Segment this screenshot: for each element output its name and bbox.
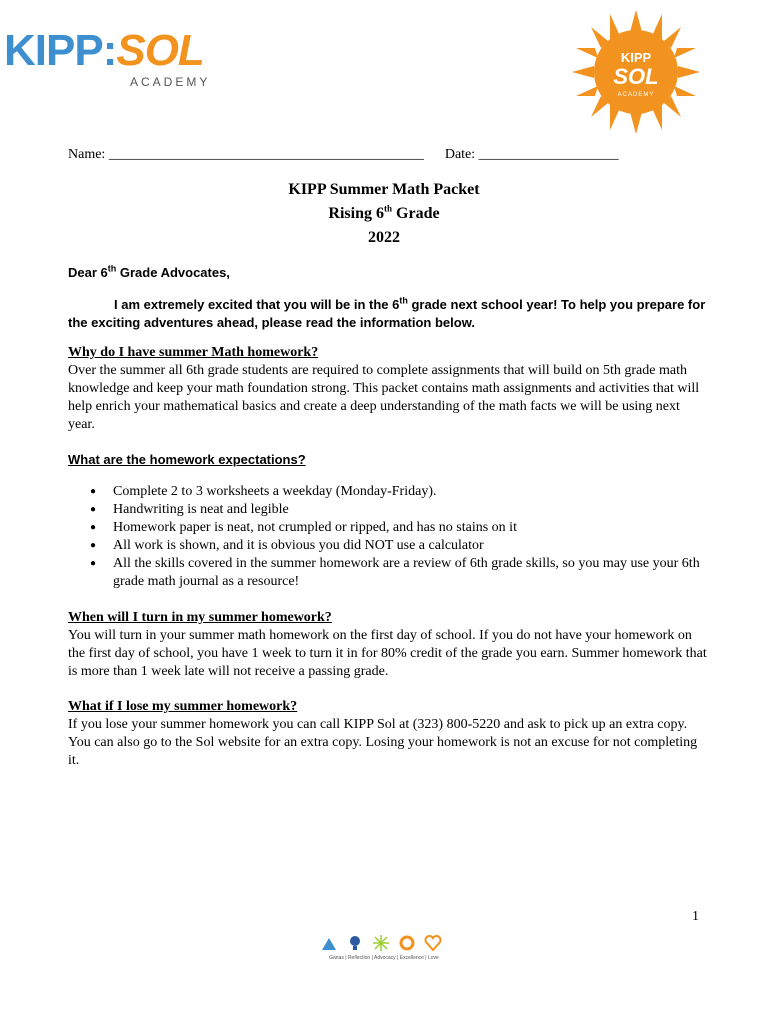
lose-heading: What if I lose my summer homework? <box>68 699 298 714</box>
packet-year: 2022 <box>368 229 400 246</box>
page-number: 1 <box>692 909 699 924</box>
logo-academy-text: ACADEMY <box>130 75 211 89</box>
ring-icon <box>401 937 413 949</box>
list-item: ● All work is shown, and it is obvious you did NOT use a calculator <box>68 537 708 555</box>
sun-logo-sol: SOL <box>613 64 659 89</box>
logo-kipp-text: KIPP <box>4 26 103 75</box>
list-item: ● Homework paper is neat, not crumpled or ripped, and has no stains on it <box>68 519 708 537</box>
sun-logo-kipp: KIPP <box>620 50 652 65</box>
lightbulb-icon <box>350 936 360 946</box>
packet-title: KIPP Summer Math Packet <box>288 181 480 198</box>
kipp-sol-sun-logo <box>570 8 702 136</box>
list-item: ● Complete 2 to 3 worksheets a weekday (Monday-Friday). <box>68 483 708 501</box>
burst-icon <box>373 935 389 951</box>
values-text: Ganas | Reflection | Advocacy | Excellence | Love <box>329 955 439 961</box>
expectations-heading: What are the homework expectations? <box>68 452 306 467</box>
intro-paragraph: I am extremely excited that you will be in the 6th grade next school year! To help you prepare for the exciting adventures ahead, please read the information below. <box>68 295 706 330</box>
logo-sol-text: SOL <box>116 26 204 75</box>
sun-icon <box>570 8 702 136</box>
why-heading: Why do I have summer Math homework? <box>68 345 319 360</box>
name-label: Name: <box>68 147 106 162</box>
name-field[interactable]: _____________________________________________ <box>108 147 424 162</box>
logo-wordmark: KIPP:SOL <box>4 26 204 75</box>
why-body: Over the summer all 6th grade students are required to complete assignments that will build on 5th grade math knowledge and keep your math foundation strong. This packet contains math assignments and activities that will help enrich your mathematical basics and create a deep understanding of the math facts we will be using next year. <box>68 363 700 432</box>
date-label: Date: <box>444 147 476 162</box>
name-date-row <box>68 147 619 163</box>
sun-logo-academy: ACADEMY <box>617 92 655 98</box>
date-field[interactable]: ____________________ <box>478 147 619 162</box>
turnin-body: You will turn in your summer math homework on the first day of school. If you do not have your homework on the first day of school, you have 1 week to turn it in for 80% credit of the grade you earn. Summer homework that is more than 1 week late will not receive a passing grade. <box>68 628 707 679</box>
mountain-icon <box>322 938 336 950</box>
lose-body: If you lose your summer homework you can call KIPP Sol at (323) 800-5220 and ask to pick up an extra copy. You can also go to the Sol website for an extra copy. Losing your homework is not an excuse for not completing it. <box>68 717 698 768</box>
expectations-list <box>68 483 708 591</box>
list-item: ● All the skills covered in the summer homework are a review of 6th grade skills, so you may use your 6th grade math journal as a resource! <box>68 555 708 591</box>
list-item: ● Handwriting is neat and legible <box>68 501 708 519</box>
turnin-heading: When will I turn in my summer homework? <box>68 610 332 625</box>
greeting: Dear 6th Grade Advocates, <box>68 263 230 280</box>
kipp-sol-logo-left <box>0 28 215 92</box>
heart-icon <box>425 936 440 950</box>
packet-grade: Rising 6th Grade <box>328 203 440 222</box>
